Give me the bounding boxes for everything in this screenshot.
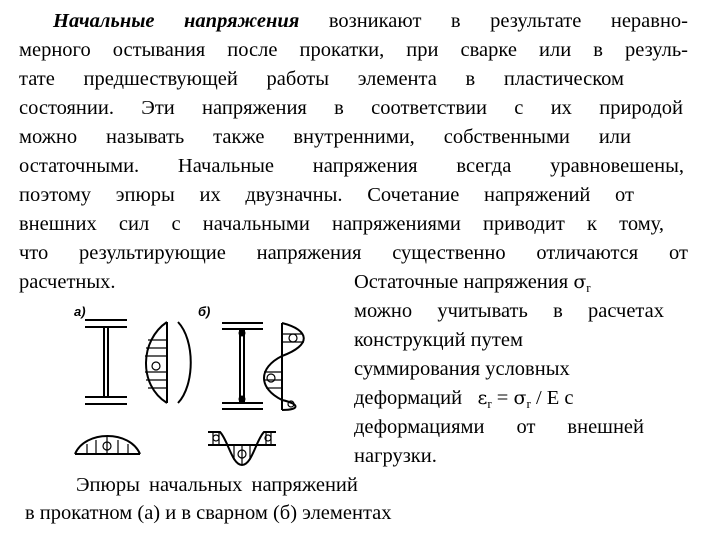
rolled-i-beam-section <box>85 320 127 404</box>
line1-rest: возникают в результате неравно- <box>328 10 689 32</box>
paragraph-line-7: поэтому эпюры их двузначны. Сочетание напряжений от <box>19 184 634 206</box>
paragraph-line-10: расчетных. <box>19 271 116 293</box>
caption-line-1: Эпюры начальных напряжений <box>76 474 358 496</box>
paragraph-line-6: остаточными. Начальные напряжения всегда уравновешены, <box>19 155 684 177</box>
side-line-5: деформаций $\varepsilon_r = \sigma_r / E$ с <box>354 387 574 411</box>
sigma-symbol: σ <box>573 271 587 293</box>
paragraph-line-4: состоянии. Эти напряжения в соответствии с их природой <box>19 97 683 119</box>
side-line-2: можно учитывать в расчетах <box>354 300 664 322</box>
paragraph-line-3: тате предшествующей работы элемента в пластическом <box>19 68 624 90</box>
paragraph-line-2: мерного остывания после прокатки, при сварке или в резуль- <box>19 39 688 61</box>
figure-label-b: б) <box>198 304 211 319</box>
paragraph-line-9: что результирующие напряжения существенно отличаются от <box>19 242 688 264</box>
side-line-6: деформациями от внешней <box>354 416 644 438</box>
side-line-4: суммирования условных <box>354 358 570 380</box>
figure-label-a: а) <box>74 304 86 319</box>
side-line-1: Остаточные напряжения $\sigma_r$ <box>354 271 591 295</box>
rolled-flange-epure <box>75 436 140 454</box>
welded-i-beam-section <box>222 323 263 409</box>
welded-web-epure <box>264 323 304 410</box>
side-line-7: нагрузки. <box>354 445 437 467</box>
term-initial-stresses: Начальные напряжения <box>53 10 300 32</box>
rolled-web-epure <box>145 322 191 403</box>
welded-flange-epure <box>208 432 276 465</box>
side-line-3: конструкций путем <box>354 329 523 351</box>
caption-line-2: в прокатном (а) и в сварном (б) элементах <box>25 502 392 524</box>
paragraph-line-8: внешних сил с начальными напряжениями приводит к тому, <box>19 213 664 235</box>
paragraph-line-5: можно называть также внутренними, собственными или <box>19 126 631 148</box>
